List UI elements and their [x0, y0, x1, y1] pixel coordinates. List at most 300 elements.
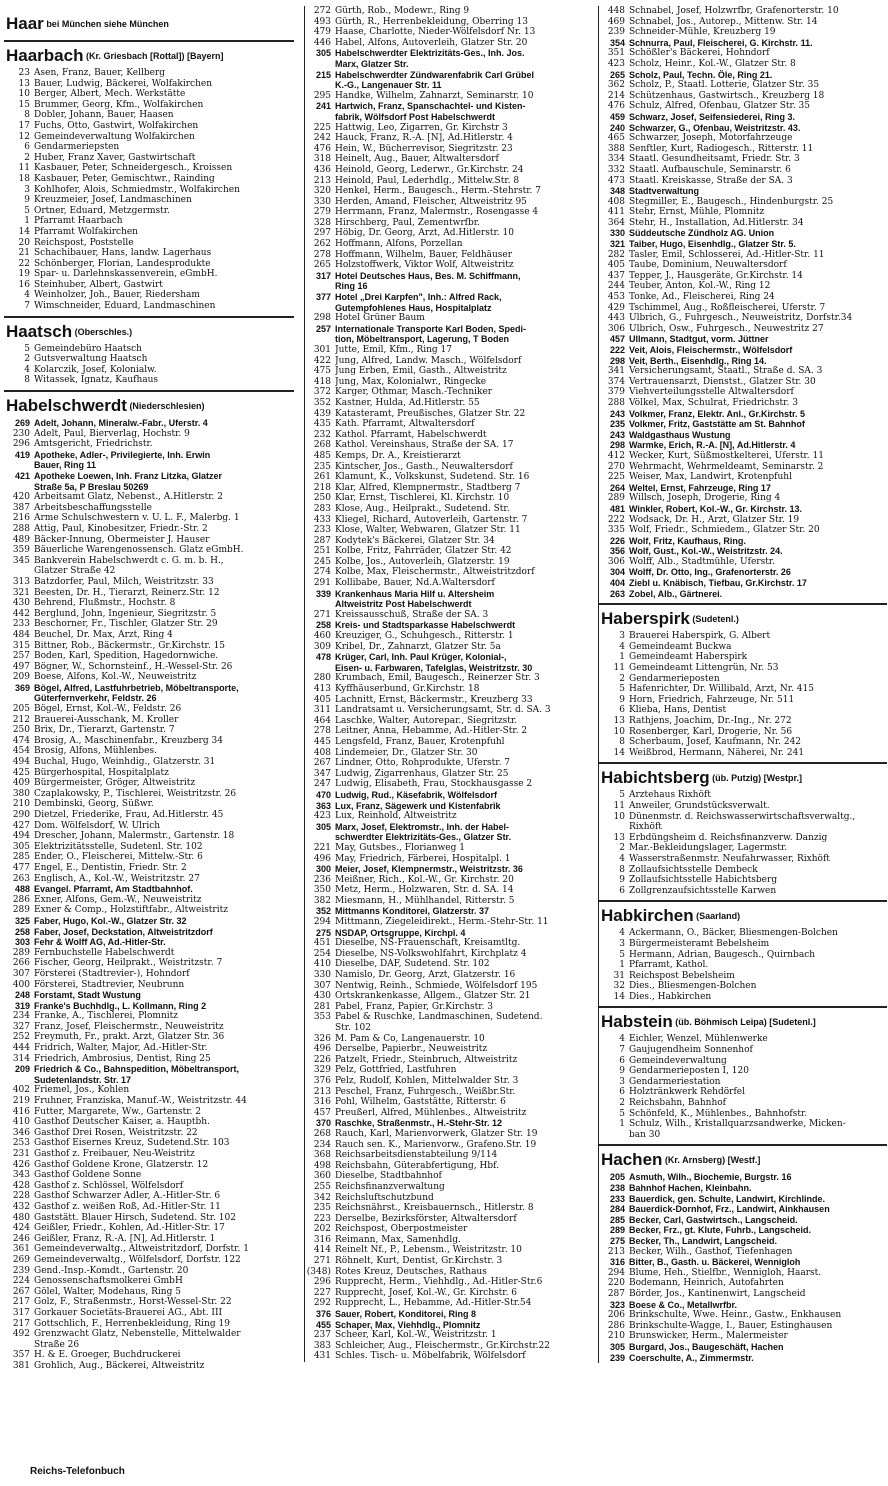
- listing-entry: [599, 334, 887, 345]
- subscriber-name: H. & E. Groeger, Buchdruckerei: [34, 1350, 181, 1361]
- subscriber-name: Stadtverwaltung: [629, 186, 700, 197]
- subscriber-name: Bauerdick, gen. Schulte, Landwirt, Kirchlinde.: [629, 1193, 826, 1204]
- listing-entry: [4, 450, 294, 461]
- phone-number: 11: [613, 800, 625, 811]
- subscriber-name: Herden, Amand, Fleischer, Altweistritz 95: [335, 196, 527, 207]
- phone-number: [599, 822, 629, 833]
- subscriber-name: Brinkschulte, Wwe. Heinr., Gastw., Enkhausen: [629, 1310, 842, 1321]
- subscriber-name: Süddeutsche Zündholz AG. Union: [629, 228, 775, 239]
- phone-number: 476: [607, 101, 625, 112]
- subscriber-name: Coerschulte, A., Zimmermstr.: [629, 1352, 754, 1363]
- phone-number: 212: [12, 714, 30, 725]
- listing-entry: [599, 1247, 887, 1258]
- listing-entry: [599, 1204, 887, 1215]
- phone-number: 288: [607, 397, 625, 408]
- phone-number: 380: [12, 788, 30, 799]
- subscriber-name: Gasthof z. weißen Roß, Ad.-Hitler-Str. 11: [34, 1201, 221, 1212]
- subscriber-name: Brosig, Alfons, Mühlenbes.: [34, 746, 157, 757]
- phone-number: 7: [24, 301, 30, 312]
- phone-number: 2: [24, 354, 30, 365]
- listing-entry: [4, 630, 294, 641]
- listing-entry: [4, 1032, 294, 1043]
- subscriber-name: Handke, Wilhelm, Zahnarzt, Seminarstr. 10: [335, 90, 534, 101]
- phone-number: 353: [313, 1012, 331, 1023]
- subscriber-name: Namislo, Dr. Georg, Arzt, Glatzerstr. 16: [335, 970, 516, 981]
- phone-number: 464: [313, 715, 331, 726]
- phone-number: 257: [12, 651, 30, 662]
- subscriber-name: Boese & Co., Metallwrfbr.: [629, 1299, 738, 1310]
- phone-number: 348: [609, 186, 625, 197]
- phone-number: 19: [18, 269, 30, 280]
- listing-entry: [305, 6, 593, 17]
- phone-number: 359: [12, 545, 30, 556]
- listing-entry: [4, 110, 294, 121]
- listing-entry: [4, 365, 294, 376]
- subscriber-name: Bahnhof Hachen, Kleinbahn.: [629, 1183, 752, 1193]
- phone-number: 286: [12, 894, 30, 905]
- phone-number: 419: [14, 449, 30, 460]
- listing-entry: [599, 652, 887, 663]
- subscriber-name: Schützenhaus, Gastwirtsch., Kreuzberg 18: [629, 90, 825, 101]
- phone-number: 250: [313, 493, 331, 504]
- listing-entry: [599, 197, 887, 208]
- phone-number: 282: [607, 249, 625, 260]
- listing-entry: [305, 1076, 593, 1087]
- subscriber-name: Apotheke Loewen, Inh. Franz Litzka, Glatzer: [34, 471, 223, 481]
- phone-number: 226: [609, 535, 625, 546]
- subscriber-name: Gasthof Eisernes Kreuz, Sudetend.Str. 103: [34, 1138, 230, 1149]
- subscriber-name: Habel, Alfons, Autoverleih, Glatzer Str. 20: [335, 37, 528, 48]
- phone-number: 364: [607, 217, 625, 228]
- phone-number: 2: [619, 843, 625, 854]
- listing-entry: [305, 673, 593, 684]
- phone-number: 329: [313, 1065, 331, 1076]
- subscriber-name: Tepper, J., Hausgeräte, Gr.Kirchstr. 14: [629, 270, 803, 281]
- listing-entry: [4, 79, 294, 90]
- subscriber-name: Kolbe, Fritz, Fahrräder, Glatzer Str. 42: [335, 546, 512, 557]
- place-region: (Sudetenl.): [689, 614, 739, 625]
- phone-number: 460: [313, 631, 331, 642]
- phone-number: 474: [12, 735, 30, 746]
- listing-entry: [4, 1043, 294, 1054]
- phone-number: 488: [14, 884, 30, 895]
- subscriber-name: Schwarzer, Joseph, Motorfahrzeuge: [629, 133, 793, 144]
- subscriber-name: Genossenschaftsmolkerei GmbH: [34, 1276, 183, 1287]
- phone-number: [305, 281, 335, 292]
- subscriber-name: May, Gutsbes., Florianweg 1: [335, 842, 465, 853]
- listing-entry: [305, 991, 593, 1002]
- phone-number: 238: [609, 1183, 625, 1193]
- place-region: (Saarland): [693, 911, 741, 922]
- listing-entry: [4, 492, 294, 503]
- listing-entry: [599, 1119, 887, 1130]
- listing-entry: [305, 515, 593, 526]
- phone-number: 235: [609, 419, 625, 430]
- subscriber-name: Adelt, Paul, Bierverlag, Hochstr. 9: [34, 428, 190, 439]
- listing-entry: [4, 301, 294, 312]
- phone-number: 423: [313, 811, 331, 822]
- phone-number: 20: [18, 237, 30, 248]
- subscriber-name: Krankenhaus Maria Hilf u. Altersheim: [335, 588, 495, 599]
- phone-number: 315: [12, 640, 30, 651]
- section-heading: [4, 40, 294, 68]
- phone-number: 2: [619, 1098, 625, 1109]
- listing-entry: [4, 895, 294, 906]
- phone-number: 377: [315, 292, 331, 303]
- listing-entry: [305, 101, 593, 112]
- listing-entry: [305, 1203, 593, 1214]
- listing-entry: [599, 705, 887, 716]
- phone-number: 4: [619, 928, 625, 939]
- subscriber-name: Lux, Franz, Sägewerk und Kistenfabrik: [335, 800, 501, 811]
- subscriber-name: Bankverein Habelschwerdt c. G. m. b. H.,: [34, 555, 224, 566]
- subscriber-name: May, Friedrich, Färberei, Hospitalpl. 1: [335, 853, 511, 864]
- subscriber-name: Dieselbe, NS-Frauenschaft, Kreisamtltg.: [335, 938, 521, 949]
- listing-entry: [599, 939, 887, 950]
- phone-number: 15: [18, 99, 30, 110]
- subscriber-name: Heinelt, Aug., Bauer, Altwaltersdorf: [335, 154, 499, 165]
- phone-number: 253: [12, 1138, 30, 1149]
- listing-entry: [4, 1297, 294, 1308]
- listing-entry: [4, 1308, 294, 1319]
- phone-number: 410: [313, 959, 331, 970]
- listing-entry: [4, 535, 294, 546]
- phone-number: 436: [313, 164, 331, 175]
- phone-number: 258: [315, 620, 331, 631]
- listing-entry: [4, 163, 294, 174]
- phone-number: 4: [619, 641, 625, 652]
- phone-number: 402: [12, 1085, 30, 1096]
- phone-number: 420: [12, 492, 30, 503]
- listing-entry: [599, 409, 887, 420]
- phone-number: 266: [12, 958, 30, 969]
- phone-number: 374: [607, 376, 625, 387]
- subscriber-name: Kastner, Hulda, Ad.Hitlerstr. 55: [335, 397, 480, 408]
- subscriber-name: Arbeitsbeschaffungsstelle: [34, 502, 152, 513]
- phone-number: 14: [613, 747, 625, 758]
- subscriber-name: Bögel, Alfred, Lastfuhrbetrieb, Möbeltransporte,: [34, 682, 239, 693]
- subscriber-name: Straße 5a, P Breslau 50269: [34, 481, 149, 492]
- phone-number: (348): [306, 1266, 331, 1277]
- subscriber-name: Holztränkwerk Rehdörfel: [629, 1087, 745, 1098]
- listing-entry: [305, 737, 593, 748]
- listing-entry: [305, 525, 593, 536]
- subscriber-name: Becker, Wilh., Gasthof, Tiefenhagen: [629, 1246, 793, 1257]
- listing-entry: [599, 546, 887, 557]
- subscriber-name: Nentwig, Reinh., Schmiede, Wölfelsdorf 195: [335, 980, 538, 991]
- subscriber-name: Reichsluftschutzbund: [335, 1192, 434, 1203]
- phone-number: 221: [313, 842, 331, 853]
- phone-number: 217: [12, 1318, 30, 1329]
- subscriber-name: Herrmann, Franz, Malermstr., Rosengasse 4: [335, 207, 539, 218]
- subscriber-name: Gemeindeverwaltg., Altweistritzdorf, Dorfstr. 1: [34, 1244, 249, 1255]
- subscriber-name: Meißner, Rich., Kol.-W., Gr. Kirchstr. 20: [335, 874, 514, 885]
- subscriber-name: Rauch, Karl, Marienvorwerk, Glatzer Str. 19: [335, 1128, 538, 1139]
- phone-number: 267: [12, 1286, 30, 1297]
- listing-entry: [305, 1161, 593, 1172]
- column-3: [598, 6, 887, 1363]
- subscriber-name: Wimschneider, Eduard, Landmaschinen: [34, 301, 216, 312]
- subscriber-name: Ludwig, Elisabeth, Frau, Stockhausgasse 2: [335, 779, 533, 790]
- subscriber-name: Bauer, Ring 11: [34, 460, 97, 471]
- phone-number: 231: [12, 1149, 30, 1159]
- subscriber-name: Ärztehaus Rixhöft: [629, 790, 711, 801]
- subscriber-name: Gasthof Deutscher Kaiser, a. Hauptbh.: [34, 1117, 210, 1128]
- subscriber-name: Peschel, Franz, Fuhrgesch., Weißbr.Str.: [335, 1086, 516, 1097]
- listing-entry: [4, 556, 294, 567]
- subscriber-name: Kemps, Dr. A., Kreistierarzt: [335, 450, 461, 461]
- phone-number: 3: [619, 631, 625, 642]
- subscriber-name: Gasthof Schwarzer Adler, A.-Hitler-Str. 6: [34, 1191, 221, 1202]
- listing-entry: [4, 227, 294, 238]
- phone-number: 233: [313, 525, 331, 536]
- phone-number: 265: [609, 69, 625, 80]
- listing-entry: [599, 1321, 887, 1332]
- phone-number: 489: [12, 534, 30, 545]
- subscriber-name: Winkler, Robert, Kol.-W., Gr. Kirchstr. 13.: [629, 503, 802, 514]
- phone-number: 317: [12, 1307, 30, 1318]
- listing-entry: [599, 886, 887, 897]
- subscriber-name: Sauer, Robert, Konditorei, Ring 8: [335, 1309, 477, 1320]
- listing-entry: [599, 801, 887, 812]
- subscriber-name: Gasthof z. Schlössel, Wölfelsdorf: [34, 1180, 184, 1191]
- listing-entry: [305, 1023, 593, 1034]
- listing-entry: [599, 133, 887, 144]
- subscriber-name: Friedrich, Ambrosius, Dentist, Ring 25: [34, 1053, 211, 1064]
- subscriber-name: Völkel, Max, Schulrat, Friedrichstr. 3: [629, 397, 798, 408]
- phone-number: 347: [313, 768, 331, 779]
- subscriber-name: Leitner, Anna, Hebamme, Ad.-Hitler-Str. 2: [335, 726, 528, 737]
- listing-entry: [599, 377, 887, 388]
- listing-entry: [599, 684, 887, 695]
- phone-number: 376: [313, 1075, 331, 1086]
- phone-number: 418: [313, 376, 331, 387]
- listing-entry: [599, 1172, 887, 1183]
- phone-number: 335: [607, 525, 625, 536]
- subscriber-name: Schnurra, Paul, Fleischerei, G. Kirchstr. 11.: [629, 37, 813, 48]
- phone-number: 5: [24, 205, 30, 216]
- subscriber-name: Schößler's Bäckerei, Hohndorf: [629, 48, 770, 59]
- listing-entry: [4, 1085, 294, 1096]
- subscriber-name: Faber, Josef, Deckstation, Altweistritzdorf: [34, 926, 213, 937]
- subscriber-name: Volkmer, Fritz, Gaststätte am St. Bahnhof: [629, 419, 805, 430]
- phone-number: 222: [609, 345, 625, 355]
- phone-number: 429: [607, 302, 625, 313]
- subscriber-name: Bauerdick-Dornhof, Frz., Landwirt, Ainkhausen: [629, 1204, 830, 1215]
- phone-number: 269: [14, 418, 30, 429]
- subscriber-name: Ortskrankenkasse, Allgem., Glatzer Str. 21: [335, 991, 531, 1002]
- listing-entry: [4, 89, 294, 100]
- phone-number: 485: [313, 450, 331, 461]
- listing-entry: [4, 174, 294, 185]
- listing-entry: [599, 1087, 887, 1098]
- subscriber-name: Rathjens, Joachim, Dr.-Ing., Nr. 272: [629, 716, 792, 726]
- listing-entry: [599, 695, 887, 706]
- subscriber-name: Kath. Pfarramt, Altwaltersdorf: [335, 419, 475, 430]
- phone-number: 12: [18, 131, 30, 142]
- listing-entry: [305, 567, 593, 578]
- listing-entry: [4, 641, 294, 652]
- phone-number: 235: [313, 461, 331, 472]
- listing-entry: [305, 281, 593, 292]
- phone-number: 294: [607, 1267, 625, 1278]
- phone-number: 2: [619, 673, 625, 684]
- subscriber-name: Brosig, A., Maschinenfabr., Kreuzberg 34: [34, 735, 223, 746]
- subscriber-name: Reimann, Max, Samenhdlg.: [335, 1234, 461, 1245]
- phone-number: 220: [607, 1278, 625, 1289]
- subscriber-name: Heinold, Paul, Lederhdlg., Mittelw.Str. 8: [335, 175, 520, 186]
- subscriber-name: Gottschlich, F., Herrenbekleidung, Ring 19: [34, 1318, 230, 1329]
- phone-number: 227: [313, 1287, 331, 1298]
- phone-number: [4, 693, 34, 704]
- phone-number: 5: [24, 343, 30, 354]
- phone-number: 17: [18, 120, 30, 131]
- listing-entry: [305, 186, 593, 197]
- listing-entry: [305, 1140, 593, 1151]
- listing-entry: [599, 865, 887, 876]
- section-heading: [599, 603, 887, 631]
- subscriber-name: Geißler, Franz, R.-A. [N], Ad.Hitlerstr. 1: [34, 1233, 216, 1244]
- subscriber-name: Rupprecht, Herm., Viehhdlg., Ad.-Hitler-Str.6: [335, 1277, 543, 1288]
- phone-number: 480: [12, 1212, 30, 1223]
- phone-number: 289: [12, 947, 30, 958]
- listing-entry: [4, 757, 294, 768]
- listing-entry: [4, 1213, 294, 1224]
- listing-entry: [4, 937, 294, 948]
- phone-number: 215: [315, 69, 331, 80]
- phone-number: 362: [607, 80, 625, 91]
- phone-number: 8: [24, 375, 30, 386]
- listing-entry: [305, 271, 593, 282]
- listing-entry: [305, 27, 593, 38]
- listing-entry: [4, 1266, 294, 1277]
- subscriber-name: Gasthof Drei Rosen, Weistritzstr. 22: [34, 1127, 198, 1138]
- place-region: (Oberschles.): [72, 326, 133, 337]
- phone-number: 278: [313, 249, 331, 260]
- phone-number: 263: [12, 873, 30, 884]
- phone-number: 213: [607, 1246, 625, 1257]
- listing-entry: [4, 1128, 294, 1139]
- listing-entry: [4, 1340, 294, 1351]
- phone-number: 269: [12, 1254, 30, 1265]
- phone-number: 226: [313, 1054, 331, 1065]
- subscriber-name: Hotel Deutsches Haus, Bes. M. Schiffmann,: [335, 270, 521, 281]
- listing-entry: [599, 1236, 887, 1247]
- listing-entry: [305, 1214, 593, 1225]
- subscriber-name: Gutempfohlenes Haus, Hospitalplatz: [335, 302, 492, 313]
- listing-entry: [4, 1117, 294, 1128]
- listing-entry: [305, 1012, 593, 1023]
- listing-entry: [305, 875, 593, 886]
- phone-number: 492: [12, 1329, 30, 1340]
- column-2: [304, 6, 593, 1362]
- subscriber-name: Golz, F., Straßenmstr., Horst-Wessel-Str. 22: [34, 1297, 232, 1308]
- listing-entry: [305, 123, 593, 134]
- listing-entry: [599, 1289, 887, 1300]
- phone-number: 5: [619, 790, 625, 801]
- subscriber-name: Teuber, Anton, Kol.-W., Ring 12: [629, 281, 771, 292]
- listing-entry: [599, 950, 887, 961]
- subscriber-name: Fridrich, Walter, Major, Ad.-Hitler-Str.: [34, 1043, 208, 1054]
- phone-number: 400: [12, 979, 30, 990]
- subscriber-name: Klar, Ernst, Tischlerei, Kl. Kirchstr. 10: [335, 493, 510, 504]
- listing-entry: [305, 1256, 593, 1267]
- phone-number: 248: [14, 990, 30, 1001]
- listing-entry: [599, 186, 887, 197]
- subscriber-name: Arme Schulschwestern v. U. L. F., Malerbg. 1: [34, 513, 240, 524]
- listing-entry: [4, 280, 294, 291]
- phone-number: 443: [607, 313, 625, 324]
- subscriber-name: Derselbe, Papierbr., Neuweistritz: [335, 1044, 488, 1055]
- subscriber-name: Staatl. Gesundheitsamt, Friedr. Str. 3: [629, 154, 800, 165]
- subscriber-name: Behrend, Flußmstr., Hochstr. 8: [34, 598, 176, 609]
- subscriber-name: Rauch sen. K., Marienvorw., Grafeno.Str. 19: [335, 1139, 537, 1150]
- subscriber-name: Vertrauensarzt, Dienstst., Glatzer Str. 30: [629, 376, 816, 387]
- subscriber-name: Pohl, Wilhelm, Gaststätte, Ritterstr. 6: [335, 1097, 506, 1108]
- subscriber-name: Bodemann, Heinrich, Autofahrten: [629, 1278, 784, 1289]
- phone-number: 388: [607, 143, 625, 154]
- listing-entry: [305, 1309, 593, 1320]
- phone-number: 235: [313, 1203, 331, 1214]
- subscriber-name: Weltel, Ernst, Fahrzeuge, Ring 17: [629, 482, 771, 493]
- subscriber-name: Schles. Tisch- u. Möbelfabrik, Wölfelsdorf: [335, 1351, 526, 1362]
- subscriber-name: Reichspost Bebelsheim: [629, 970, 735, 981]
- listing-entry: [305, 250, 593, 261]
- subscriber-name: Engel, E., Dentistin, Friedr. Str. 2: [34, 862, 187, 873]
- phone-number: 246: [12, 1233, 30, 1244]
- listing-entry: [305, 811, 593, 822]
- subscriber-name: Lachnitt, Ernst, Bäckermstr., Kreuzberg 33: [335, 694, 533, 705]
- subscriber-name: Gend.-Insp.-Komdt., Gartenstr. 20: [34, 1265, 189, 1276]
- phone-number: 22: [18, 258, 30, 269]
- phone-number: 321: [12, 587, 30, 598]
- subscriber-name: Schnabel, Jos., Autorep., Mittenw. Str. 14: [629, 16, 818, 27]
- listing-entry: [4, 1075, 294, 1086]
- listing-entry: [4, 1107, 294, 1118]
- listing-entry: [599, 812, 887, 823]
- phone-number: 412: [607, 450, 625, 461]
- listing-entry: [599, 1109, 887, 1120]
- listing-entry: [305, 589, 593, 600]
- phone-number: 251: [313, 546, 331, 557]
- listing-entry: [305, 218, 593, 229]
- subscriber-name: Scheer, Karl, Kol.-W., Weistritzstr. 1: [335, 1330, 497, 1341]
- listing-entry: [4, 1202, 294, 1213]
- subscriber-name: Klamunt, K., Volkskunst, Sudetend. Str. 16: [335, 472, 530, 483]
- phone-number: 218: [313, 482, 331, 493]
- subscriber-name: Franke, A., Tischlerei, Plomnitz: [34, 1011, 178, 1022]
- phone-number: 31: [613, 970, 625, 981]
- subscriber-name: Habelschwerdter Elektrizitäts-Ges., Inh. Jos.: [335, 48, 525, 59]
- listing-entry: [305, 885, 593, 896]
- listing-entry: [305, 779, 593, 790]
- subscriber-name: Fehr & Wolff AG, Ad.-Hitler-Str.: [34, 937, 166, 948]
- subscriber-name: Scholz, P., Staatl. Lotterie, Glatzer Str. 35: [629, 80, 820, 91]
- phone-number: 432: [12, 1201, 30, 1212]
- subscriber-name: Fuchs, Otto, Gastwirt, Wolfakirchen: [34, 120, 199, 131]
- listing-entry: [599, 1342, 887, 1353]
- phone-number: 404: [609, 578, 625, 589]
- place-name: Habkirchen: [601, 906, 694, 926]
- listing-entry: [305, 366, 593, 377]
- listing-entry: [4, 153, 294, 164]
- listing-entry: [599, 239, 887, 250]
- listing-entry: [305, 154, 593, 165]
- subscriber-name: Dieselbe, DAF, Sudetend. Str. 102: [335, 959, 490, 970]
- subscriber-name: Wecker, Kurt, Süßmostkelterei, Uferstr. 11: [629, 450, 824, 461]
- phone-number: 205: [12, 704, 30, 715]
- subscriber-name: Kodytek's Bäckerei, Glatzer Str. 34: [335, 535, 495, 546]
